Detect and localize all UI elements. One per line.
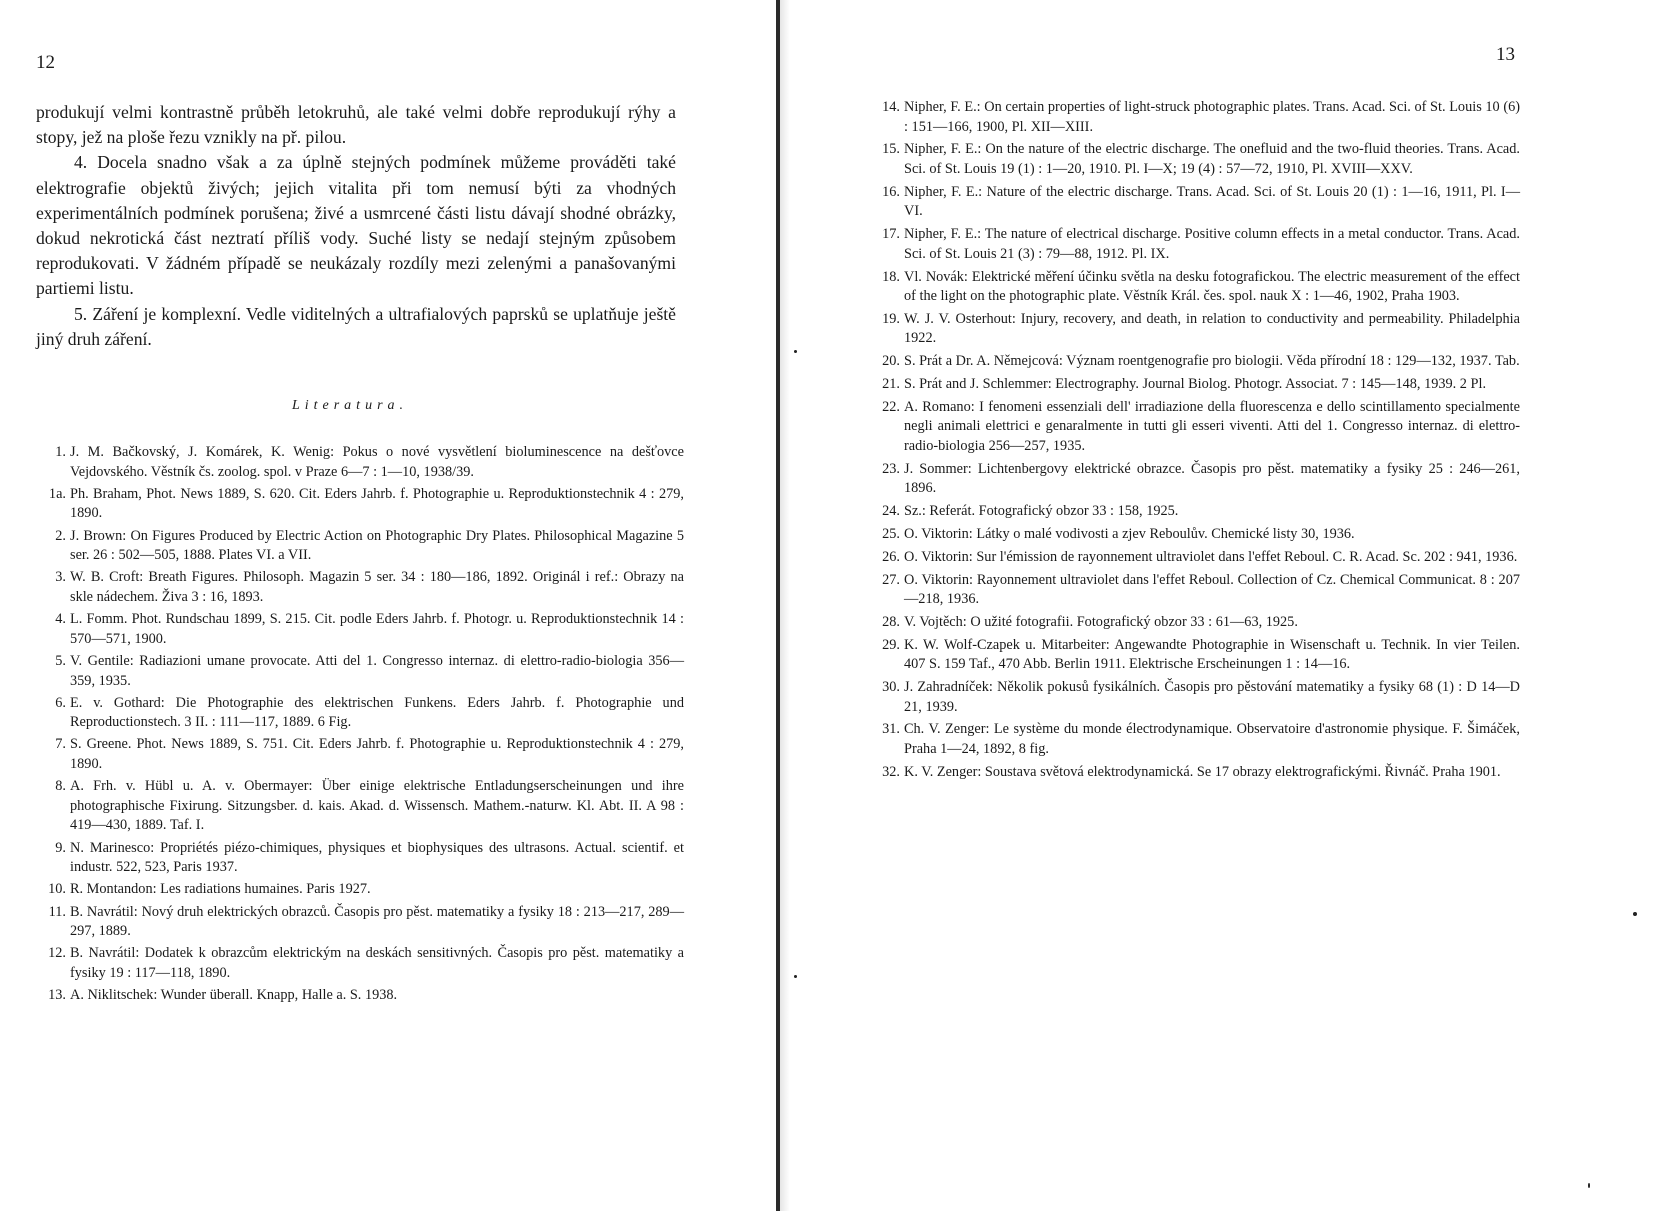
page-number-right: 13 <box>1496 44 1515 65</box>
reference-item <box>876 140 1520 179</box>
reference-item <box>44 944 684 983</box>
reference-number: 12. <box>48 945 66 962</box>
reference-item <box>876 613 1520 633</box>
reference-number: 14. <box>882 99 900 115</box>
reference-text: W. B. Croft: Breath Figures. Philosoph. Magazin 5 ser. 34 : 180—186, 1892. Originál i ref.: Obrazy na skle nádechem. Živa 3 : 16, 1893. <box>70 569 684 605</box>
reference-item <box>876 636 1520 675</box>
reference-item <box>876 460 1520 499</box>
reference-number: 1a. <box>48 485 66 502</box>
reference-text: J. Brown: On Figures Produced by Electric Action on Photographic Dry Plates. Philosophical Magazine 5 ser. 26 : 502—505, 1888. Plates VI. a VII. <box>70 527 684 564</box>
reference-item <box>876 678 1520 717</box>
reference-text: L. Fomm. Phot. Rundschau 1899, S. 215. Cit. podle Eders Jahrb. f. Photogr. u. Reproduktionstechnik 14 : 570—571, 1900. <box>70 611 684 647</box>
reference-item <box>876 183 1520 222</box>
reference-list-right <box>876 98 1520 786</box>
reference-text: V. Vojtěch: O užité fotografii. Fotografický obzor 33 : 61—63, 1925. <box>904 613 1298 630</box>
reference-text: W. J. V. Osterhout: Injury, recovery, and death, in relation to conductivity and permeability. Philadelphia 1922. <box>904 310 1520 347</box>
paragraph: 5. Záření je komplexní. Vedle viditelných a ultrafialových paprsků se uplatňuje ještě jiný druh záření. <box>36 303 676 349</box>
reference-text: Nipher, F. E.: Nature of the electric discharge. Trans. Acad. Sci. of St. Louis 20 (1) : 1—16, 1911, Pl. I—VI. <box>904 183 1520 220</box>
reference-item <box>44 527 684 566</box>
reference-number: 28. <box>882 613 900 630</box>
reference-item <box>876 352 1520 372</box>
reference-number: 7. <box>55 736 66 753</box>
reference-item <box>876 268 1520 307</box>
paper-speck <box>1588 1183 1590 1188</box>
reference-text: Nipher, F. E.: On certain properties of light-struck photographic plates. Trans. Acad. Sci. of St. Louis 10 (6) : 151—166, 1900, Pl. XII—XIII. <box>904 99 1520 135</box>
reference-number: 32. <box>882 763 900 780</box>
reference-number: 23. <box>882 460 900 477</box>
reference-item <box>876 571 1520 610</box>
reference-text: S. Prát a Dr. A. Němejcová: Význam roentgenografie pro biologii. Věda přírodní 18 : 129—132, 1937. Tab. <box>904 353 1520 370</box>
reference-number: 8. <box>55 778 66 795</box>
reference-text: J. Zahradníček: Několik pokusů fysikálních. Časopis pro pěstování matematiky a fysiky 68 (1) : D 14—D 21, 1939. <box>904 679 1520 715</box>
left-page <box>0 0 776 1211</box>
reference-text: Nipher, F. E.: The nature of electrical discharge. Positive column effects in a metal conductor. Trans. Acad. Sci. of St. Louis 21 (3) : 79—88, 1912. Pl. IX. <box>904 226 1520 262</box>
paragraph: produkují velmi kontrastně průběh letokruhů, ale také velmi dobře reprodukují rýhy a stopy, jež na ploše řezu vznikly na př. pilou. <box>36 102 676 148</box>
reference-text: A. Romano: I fenomeni essenziali dell' irradiazione della fluorescenza e dello scintillamento specialmente negli animali elettrici e genaralmente in tutti gli esseri viventi. Atti del 1. Congresso internaz. di elettro-radio-biologia 256—257, 1935. <box>904 398 1520 454</box>
reference-item <box>876 763 1520 783</box>
reference-text: J. M. Bačkovský, J. Komárek, K. Wenig: Pokus o nové vysvětlení bioluminescence na dešťovce Vejdovského. Věstník čs. zoolog. spol. v Praze 6—7 : 1—10, 1938/39. <box>70 444 684 480</box>
reference-item <box>44 777 684 836</box>
reference-item <box>44 485 684 524</box>
reference-item <box>876 98 1520 137</box>
reference-text: O. Viktorin: Rayonnement ultraviolet dans l'effet Reboul. Collection of Cz. Chemical Communicat. 8 : 207—218, 1936. <box>904 571 1520 608</box>
reference-text: O. Viktorin: Sur l'émission de rayonnement ultraviolet dans l'effet Reboul. C. R. Acad. Sc. 202 : 941, 1936. <box>904 548 1518 565</box>
reference-number: 5. <box>55 652 66 669</box>
reference-text: K. W. Wolf-Czapek u. Mitarbeiter: Angewandte Photographie in Wisenschaft u. Technik. In vier Teilen. 407 S. 159 Taf., 470 Abb. Berlin 1911. Elektrische Erscheinungen 1 : 14—16. <box>904 636 1520 673</box>
reference-number: 17. <box>882 226 900 243</box>
reference-number: 31. <box>882 721 900 738</box>
reference-text: S. Greene. Phot. News 1889, S. 751. Cit. Eders Jahrb. f. Photographie u. Reproduktionstechnik 4 : 279, 1890. <box>70 736 684 773</box>
reference-number: 6. <box>55 694 66 711</box>
reference-number: 21. <box>882 376 900 393</box>
reference-item <box>44 610 684 649</box>
reference-number: 13. <box>48 987 66 1004</box>
reference-number: 18. <box>882 268 900 285</box>
reference-item <box>44 568 684 607</box>
reference-number: 22. <box>882 398 900 415</box>
reference-item <box>44 903 684 942</box>
right-page <box>780 0 1665 1211</box>
reference-number: 24. <box>882 503 900 520</box>
page-number-left: 12 <box>36 52 55 73</box>
reference-number: 10. <box>48 881 66 898</box>
reference-number: 29. <box>882 636 900 653</box>
reference-item <box>44 652 684 691</box>
reference-number: 27. <box>882 571 900 588</box>
reference-text: A. Niklitschek: Wunder überall. Knapp, Halle a. S. 1938. <box>70 987 398 1004</box>
reference-number: 30. <box>882 679 900 696</box>
reference-number: 3. <box>55 569 66 586</box>
reference-text: Vl. Novák: Elektrické měření účinku světla na desku fotografickou. The electric measurement of the effect of the light on the photographic plate. Věstník Král. čes. spol. nauk X : 1—46, 1902, Praha 1903. <box>904 268 1520 305</box>
literature-heading: Literatura. <box>291 398 409 413</box>
reference-item <box>876 310 1520 349</box>
reference-item <box>44 986 684 1006</box>
reference-text: Ph. Braham, Phot. News 1889, S. 620. Cit. Eders Jahrb. f. Photographie u. Reproduktionstechnik 4 : 279, 1890. <box>70 485 684 522</box>
reference-number: 20. <box>882 353 900 370</box>
reference-number: 1. <box>55 444 66 460</box>
reference-number: 4. <box>55 611 66 628</box>
paragraph: 4. Docela snadno však a za úplně stejných podmínek můžeme prováděti také elektrografie objektů živých; jejich vitalita při tom nemusí býti za vhodných experimentálních podmínek porušena; živé a usmrcené části listu dávají shodné obrázky, dokud nekrotická část neztratí příliš vody. Suché listy se nedají stejným způsobem reprodukovati. V žádném případě se neukázaly rozdíly mezi zelenými a panašovanými partiemi listu. <box>36 152 676 299</box>
reference-number: 11. <box>48 903 66 920</box>
reference-item <box>876 398 1520 457</box>
reference-text: Nipher, F. E.: On the nature of the electric discharge. The onefluid and the two-fluid theories. Trans. Acad. Sci. of St. Louis 19 (1) : 1—20, 1910. Pl. I—X; 19 (4) : 57—72, 1910, Pl. XVIII—XXV. <box>904 141 1520 177</box>
reference-number: 16. <box>882 183 900 200</box>
reference-item <box>44 880 684 900</box>
reference-item <box>876 375 1520 395</box>
reference-item <box>876 720 1520 759</box>
reference-text: N. Marinesco: Propriétés piézo-chimiques, physiques et biophysiques des ultrasons. Actual. scientif. et industr. 522, 523, Paris 1937. <box>70 839 684 876</box>
reference-item <box>44 735 684 774</box>
reference-item <box>44 443 684 482</box>
reference-item <box>876 502 1520 522</box>
reference-item <box>44 694 684 733</box>
reference-text: R. Montandon: Les radiations humaines. Paris 1927. <box>70 881 371 898</box>
reference-text: O. Viktorin: Látky o malé vodivosti a zjev Reboulův. Chemické listy 30, 1936. <box>904 525 1355 542</box>
reference-text: Sz.: Referát. Fotografický obzor 33 : 158, 1925. <box>904 503 1179 520</box>
paper-speck <box>1633 912 1637 916</box>
reference-item <box>44 839 684 878</box>
reference-text: J. Sommer: Lichtenbergovy elektrické obrazce. Časopis pro pěst. matematiky a fysiky 25 : 246—261, 1896. <box>904 460 1520 497</box>
reference-text: K. V. Zenger: Soustava světová elektrodynamická. Se 17 obrazy elektrografickými. Řivnáč. Praha 1901. <box>904 763 1501 780</box>
reference-number: 25. <box>882 525 900 542</box>
body-text <box>36 100 676 352</box>
reference-text: V. Gentile: Radiazioni umane provocate. Atti del 1. Congresso internaz. di elettro-radio-biologia 356—359, 1935. <box>70 652 684 689</box>
paper-speck <box>794 350 797 353</box>
reference-number: 26. <box>882 548 900 565</box>
reference-number: 9. <box>55 839 66 856</box>
reference-number: 19. <box>882 310 900 327</box>
reference-item <box>876 225 1520 264</box>
reference-text: Ch. V. Zenger: Le système du monde électrodynamique. Observatoire d'astronomie physique. F. Šimáček, Praha 1—24, 1892, 8 fig. <box>904 721 1520 757</box>
reference-text: S. Prát and J. Schlemmer: Electrography. Journal Biolog. Photogr. Associat. 7 : 145—148, 1939. 2 Pl. <box>904 376 1487 393</box>
reference-text: B. Navrátil: Dodatek k obrazcům elektrickým na deskách sensitivných. Časopis pro pěst. matematiky a fysiky 19 : 117—118, 1890. <box>70 945 684 981</box>
reference-item <box>876 525 1520 545</box>
reference-text: E. v. Gothard: Die Photographie des elektrischen Funkens. Eders Jahrb. f. Photographie und Reproductionstech. 3 II. : 111—117, 1889. 6 Fig. <box>70 694 684 731</box>
reference-number: 15. <box>882 141 900 158</box>
reference-text: B. Navrátil: Nový druh elektrických obrazců. Časopis pro pěst. matematiky a fysiky 18 : 213—217, 289—297, 1889. <box>70 903 684 940</box>
reference-item <box>876 548 1520 568</box>
paper-speck <box>794 975 797 978</box>
reference-number: 2. <box>55 527 66 544</box>
reference-list-left <box>44 443 684 1008</box>
reference-text: A. Frh. v. Hübl u. A. v. Obermayer: Über einige elektrische Entladungserscheinungen und ihre photographische Fixirung. Sitzungsber. d. kais. Akad. d. Wissensch. Mathem.-naturw. Kl. Abt. II. A 98 : 419—430, 1889. Taf. I. <box>70 778 684 834</box>
